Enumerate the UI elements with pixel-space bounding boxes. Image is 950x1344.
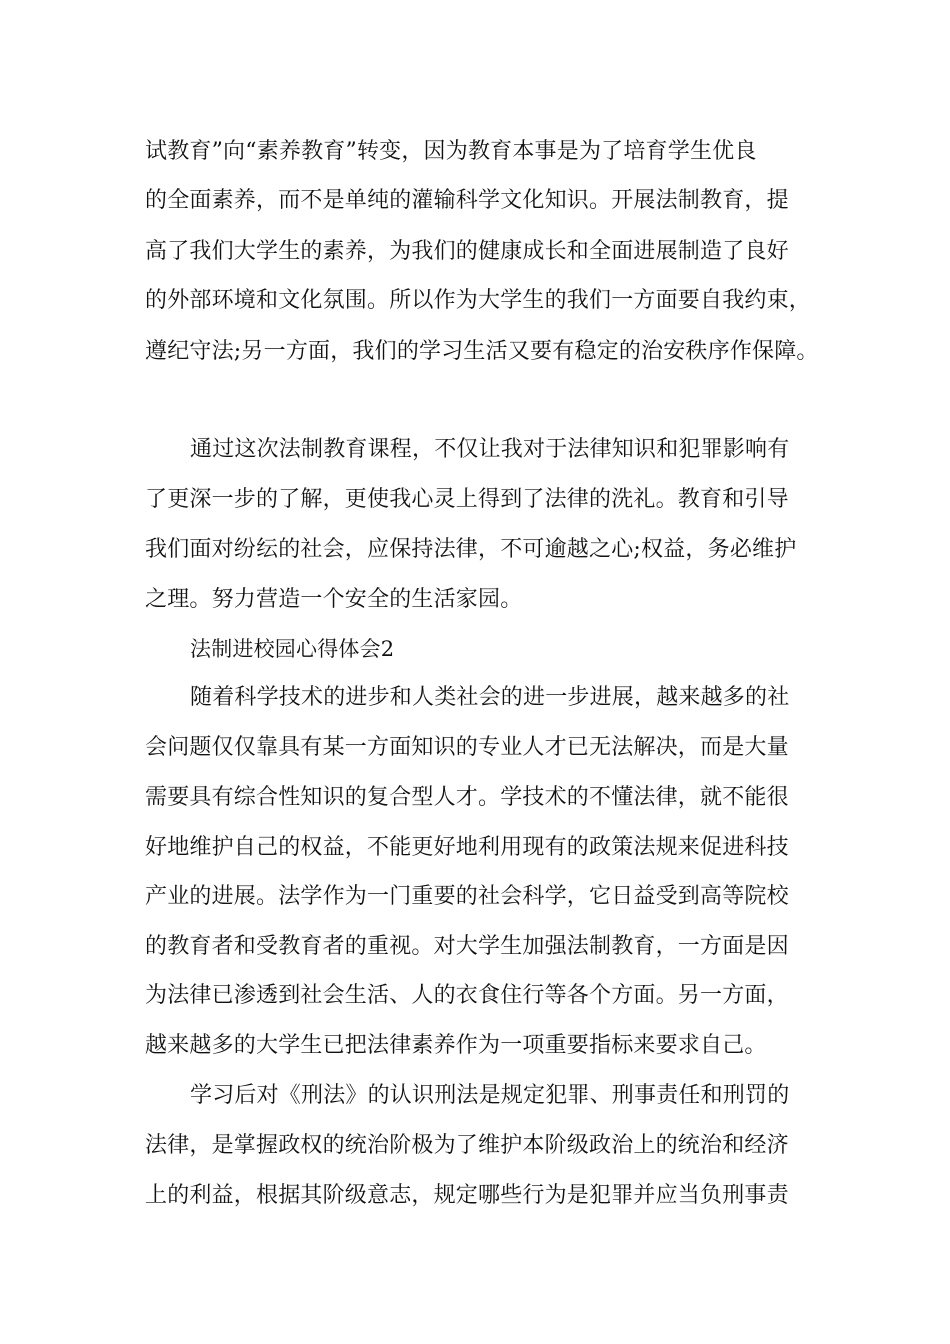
text-line: 之理。努力营造一个安全的生活家园。 xyxy=(145,587,523,612)
text-line: 高了我们大学生的素养，为我们的健康成长和全面进展制造了良好 xyxy=(145,239,789,264)
text-line: 我们面对纷纭的社会，应保持法律，不可逾越之心;权益，务必维护 xyxy=(145,537,797,562)
text-line: 试教育”向“素养教育”转变，因为教育本事是为了培育学生优良 xyxy=(145,139,757,164)
text-line: 学习后对《刑法》的认识刑法是规定犯罪、刑事责任和刑罚的 xyxy=(190,1083,790,1108)
text-line: 好地维护自己的权益，不能更好地利用现有的政策法规来促进科技 xyxy=(145,835,789,860)
text-line: 产业的进展。法学作为一门重要的社会科学，它日益受到高等院校 xyxy=(145,884,789,909)
text-line: 了更深一步的了解，更使我心灵上得到了法律的洗礼。教育和引导 xyxy=(145,487,789,512)
text-line: 越来越多的大学生已把法律素养作为一项重要指标来要求自己。 xyxy=(145,1033,767,1058)
text-line: 为法律已渗透到社会生活、人的衣食住行等各个方面。另一方面， xyxy=(145,983,789,1008)
text-line: 随着科学技术的进步和人类社会的进一步进展，越来越多的社 xyxy=(190,685,790,710)
text-line: 的外部环境和文化氛围。所以作为大学生的我们一方面要自我约束， xyxy=(145,288,812,313)
text-line: 会问题仅仅靠具有某一方面知识的专业人才已无法解决，而是大量 xyxy=(145,735,789,760)
text-line: 通过这次法制教育课程，不仅让我对于法律知识和犯罪影响有 xyxy=(190,437,790,462)
text-line: 的教育者和受教育者的重视。对大学生加强法制教育，一方面是因 xyxy=(145,934,789,959)
text-line: 的全面素养，而不是单纯的灌输科学文化知识。开展法制教育，提 xyxy=(145,188,789,213)
text-line: 法律，是掌握政权的统治阶极为了维护本阶级政治上的统治和经济 xyxy=(145,1133,789,1158)
text-line: 遵纪守法;另一方面，我们的学习生活又要有稳定的治安秩序作保障。 xyxy=(145,339,819,364)
text-line: 需要具有综合性知识的复合型人才。学技术的不懂法律，就不能很 xyxy=(145,785,789,810)
text-line: 上的利益，根据其阶级意志，规定哪些行为是犯罪并应当负刑事责 xyxy=(145,1183,789,1208)
section-title: 法制进校园心得体会2 xyxy=(190,637,395,661)
